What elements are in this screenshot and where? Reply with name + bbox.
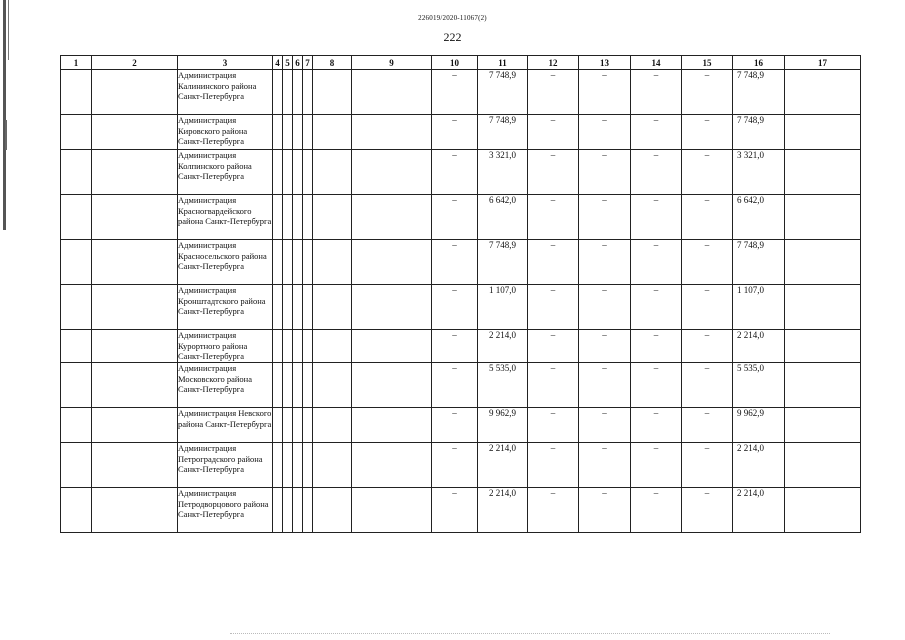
cell-col16: 7 748,9 (733, 115, 785, 150)
cell-col11: 7 748,9 (478, 70, 528, 115)
cell-name: Администрация Петродворцового района Санкт-Петербурга (178, 488, 273, 533)
cell-col10: – (432, 363, 478, 408)
cell-col15: – (682, 195, 733, 240)
column-header-2: 2 (92, 56, 178, 70)
column-header-14: 14 (631, 56, 682, 70)
cell-col17 (785, 195, 861, 240)
column-header-8: 8 (313, 56, 352, 70)
cell-col9 (352, 115, 432, 150)
cell-col9 (352, 488, 432, 533)
cell-col2 (92, 240, 178, 285)
cell-col8 (313, 330, 352, 363)
column-header-1: 1 (61, 56, 92, 70)
cell-col1 (61, 240, 92, 285)
cell-col6 (293, 115, 303, 150)
cell-col12: – (528, 70, 579, 115)
cell-col5 (283, 115, 293, 150)
cell-col16: 2 214,0 (733, 443, 785, 488)
cell-col13: – (579, 363, 631, 408)
cell-col7 (303, 115, 313, 150)
cell-col9 (352, 240, 432, 285)
cell-col10: – (432, 240, 478, 285)
cell-name: Администрация Петроградского района Санкт-Петербурга (178, 443, 273, 488)
cell-col8 (313, 443, 352, 488)
cell-col16: 7 748,9 (733, 70, 785, 115)
cell-col15: – (682, 363, 733, 408)
table-row (61, 115, 861, 150)
cell-col6 (293, 240, 303, 285)
cell-col17 (785, 443, 861, 488)
cell-col9 (352, 330, 432, 363)
cell-col15: – (682, 150, 733, 195)
table-row (61, 150, 861, 195)
cell-col9 (352, 285, 432, 330)
cell-col11: 7 748,9 (478, 115, 528, 150)
cell-col11: 9 962,9 (478, 408, 528, 443)
cell-name: Администрация Невского района Санкт-Петербурга (178, 408, 273, 443)
cell-col2 (92, 488, 178, 533)
cell-col2 (92, 70, 178, 115)
cell-col11: 2 214,0 (478, 330, 528, 363)
cell-name: Администрация Красногвардейского района Санкт-Петербурга (178, 195, 273, 240)
cell-col11: 2 214,0 (478, 488, 528, 533)
cell-col12: – (528, 408, 579, 443)
table-row (61, 70, 861, 115)
cell-col13: – (579, 285, 631, 330)
cell-col7 (303, 330, 313, 363)
cell-col11: 1 107,0 (478, 285, 528, 330)
cell-col2 (92, 363, 178, 408)
cell-col12: – (528, 488, 579, 533)
cell-col5 (283, 443, 293, 488)
scan-edge-mark (5, 120, 7, 150)
cell-col5 (283, 488, 293, 533)
cell-col7 (303, 240, 313, 285)
column-header-7: 7 (303, 56, 313, 70)
cell-col16: 7 748,9 (733, 240, 785, 285)
cell-col16: 2 214,0 (733, 488, 785, 533)
cell-col14: – (631, 363, 682, 408)
cell-col15: – (682, 240, 733, 285)
cell-col4 (273, 195, 283, 240)
table-row (61, 240, 861, 285)
cell-name: Администрация Колпинского района Санкт-Петербурга (178, 150, 273, 195)
cell-col12: – (528, 285, 579, 330)
cell-col7 (303, 363, 313, 408)
column-header-15: 15 (682, 56, 733, 70)
table-row (61, 330, 861, 363)
cell-col1 (61, 195, 92, 240)
cell-col5 (283, 408, 293, 443)
cell-col1 (61, 363, 92, 408)
cell-col12: – (528, 330, 579, 363)
cell-col16: 3 321,0 (733, 150, 785, 195)
cell-col17 (785, 115, 861, 150)
column-header-3: 3 (178, 56, 273, 70)
cell-col14: – (631, 330, 682, 363)
cell-col13: – (579, 408, 631, 443)
cell-name: Администрация Калининского района Санкт-Петербурга (178, 70, 273, 115)
cell-col5 (283, 363, 293, 408)
cell-col14: – (631, 195, 682, 240)
cell-col11: 6 642,0 (478, 195, 528, 240)
cell-col12: – (528, 150, 579, 195)
cell-col11: 2 214,0 (478, 443, 528, 488)
table-row (61, 443, 861, 488)
column-header-17: 17 (785, 56, 861, 70)
cell-col12: – (528, 240, 579, 285)
cell-col17 (785, 408, 861, 443)
cell-col11: 3 321,0 (478, 150, 528, 195)
cell-col15: – (682, 443, 733, 488)
cell-col15: – (682, 330, 733, 363)
cell-col6 (293, 70, 303, 115)
cell-col8 (313, 70, 352, 115)
table-row (61, 195, 861, 240)
cell-col1 (61, 488, 92, 533)
cell-name: Администрация Курортного района Санкт-Петербурга (178, 330, 273, 363)
cell-col12: – (528, 443, 579, 488)
column-header-11: 11 (478, 56, 528, 70)
cell-col16: 5 535,0 (733, 363, 785, 408)
cell-col12: – (528, 195, 579, 240)
cell-col4 (273, 488, 283, 533)
cell-col1 (61, 70, 92, 115)
cell-col4 (273, 285, 283, 330)
cell-col1 (61, 443, 92, 488)
cell-col14: – (631, 443, 682, 488)
cell-col9 (352, 363, 432, 408)
cell-col13: – (579, 70, 631, 115)
document-id: 226019/2020-11067(2) (418, 14, 487, 22)
cell-col7 (303, 443, 313, 488)
table-row (61, 285, 861, 330)
cell-col4 (273, 408, 283, 443)
table-row (61, 408, 861, 443)
cell-col15: – (682, 408, 733, 443)
cell-col16: 9 962,9 (733, 408, 785, 443)
cell-col13: – (579, 240, 631, 285)
cell-col6 (293, 408, 303, 443)
cell-col8 (313, 363, 352, 408)
cell-col6 (293, 150, 303, 195)
cell-col2 (92, 115, 178, 150)
cell-col14: – (631, 150, 682, 195)
cell-col9 (352, 70, 432, 115)
cell-name: Администрация Московского района Санкт-Петербурга (178, 363, 273, 408)
cell-col2 (92, 195, 178, 240)
cell-col4 (273, 443, 283, 488)
column-header-13: 13 (579, 56, 631, 70)
cell-col7 (303, 408, 313, 443)
cell-col6 (293, 443, 303, 488)
cell-col5 (283, 195, 293, 240)
cell-col17 (785, 363, 861, 408)
cell-col2 (92, 330, 178, 363)
cell-col9 (352, 443, 432, 488)
cell-col7 (303, 70, 313, 115)
table-row (61, 363, 861, 408)
column-header-10: 10 (432, 56, 478, 70)
cell-col1 (61, 330, 92, 363)
cell-col2 (92, 408, 178, 443)
cell-col14: – (631, 408, 682, 443)
cell-col10: – (432, 330, 478, 363)
cell-col5 (283, 240, 293, 285)
cell-col8 (313, 408, 352, 443)
cell-col2 (92, 443, 178, 488)
cell-col17 (785, 285, 861, 330)
column-header-6: 6 (293, 56, 303, 70)
column-header-4: 4 (273, 56, 283, 70)
cell-col5 (283, 330, 293, 363)
cell-col10: – (432, 150, 478, 195)
cell-col14: – (631, 70, 682, 115)
cell-col13: – (579, 195, 631, 240)
cell-col7 (303, 285, 313, 330)
cell-col16: 6 642,0 (733, 195, 785, 240)
cell-col10: – (432, 488, 478, 533)
cell-col10: – (432, 115, 478, 150)
cell-col17 (785, 70, 861, 115)
cell-col11: 7 748,9 (478, 240, 528, 285)
cell-col8 (313, 488, 352, 533)
cell-col15: – (682, 70, 733, 115)
cell-name: Администрация Кировского района Санкт-Петербурга (178, 115, 273, 150)
cell-col1 (61, 408, 92, 443)
page-number: 222 (443, 30, 462, 44)
cell-col4 (273, 70, 283, 115)
column-header-9: 9 (352, 56, 432, 70)
cell-col5 (283, 285, 293, 330)
cell-col11: 5 535,0 (478, 363, 528, 408)
cell-col10: – (432, 443, 478, 488)
cell-col13: – (579, 115, 631, 150)
cell-col9 (352, 195, 432, 240)
cell-col13: – (579, 488, 631, 533)
cell-col15: – (682, 285, 733, 330)
cell-col10: – (432, 285, 478, 330)
cell-col1 (61, 150, 92, 195)
cell-col6 (293, 330, 303, 363)
column-header-12: 12 (528, 56, 579, 70)
cell-col13: – (579, 443, 631, 488)
cell-col4 (273, 115, 283, 150)
cell-col4 (273, 363, 283, 408)
cell-col6 (293, 195, 303, 240)
cell-col4 (273, 240, 283, 285)
cell-col4 (273, 150, 283, 195)
header-row (61, 56, 861, 70)
cell-col10: – (432, 70, 478, 115)
cell-col13: – (579, 150, 631, 195)
cell-name: Администрация Красносельского района Санкт-Петербурга (178, 240, 273, 285)
cell-col12: – (528, 363, 579, 408)
cell-col4 (273, 330, 283, 363)
cell-col15: – (682, 488, 733, 533)
cell-col10: – (432, 195, 478, 240)
cell-col12: – (528, 115, 579, 150)
cell-col1 (61, 285, 92, 330)
cell-col16: 1 107,0 (733, 285, 785, 330)
cell-col10: – (432, 408, 478, 443)
cell-col6 (293, 363, 303, 408)
cell-col17 (785, 150, 861, 195)
cell-col5 (283, 150, 293, 195)
cell-col14: – (631, 240, 682, 285)
scan-noise-line (230, 633, 830, 636)
cell-col7 (303, 150, 313, 195)
cell-col8 (313, 195, 352, 240)
cell-col9 (352, 408, 432, 443)
cell-col2 (92, 150, 178, 195)
cell-col5 (283, 70, 293, 115)
cell-col14: – (631, 488, 682, 533)
table-row (61, 488, 861, 533)
cell-col17 (785, 240, 861, 285)
cell-col8 (313, 240, 352, 285)
cell-col6 (293, 285, 303, 330)
cell-col16: 2 214,0 (733, 330, 785, 363)
cell-col1 (61, 115, 92, 150)
cell-col6 (293, 488, 303, 533)
cell-col17 (785, 488, 861, 533)
cell-col13: – (579, 330, 631, 363)
cell-col7 (303, 195, 313, 240)
column-header-16: 16 (733, 56, 785, 70)
cell-col14: – (631, 115, 682, 150)
cell-col15: – (682, 115, 733, 150)
cell-name: Администрация Кронштадтского района Санкт-Петербурга (178, 285, 273, 330)
cell-col8 (313, 285, 352, 330)
cell-col8 (313, 150, 352, 195)
cell-col17 (785, 330, 861, 363)
cell-col9 (352, 150, 432, 195)
column-header-5: 5 (283, 56, 293, 70)
cell-col7 (303, 488, 313, 533)
cell-col14: – (631, 285, 682, 330)
budget-table (60, 55, 861, 533)
cell-col8 (313, 115, 352, 150)
cell-col2 (92, 285, 178, 330)
